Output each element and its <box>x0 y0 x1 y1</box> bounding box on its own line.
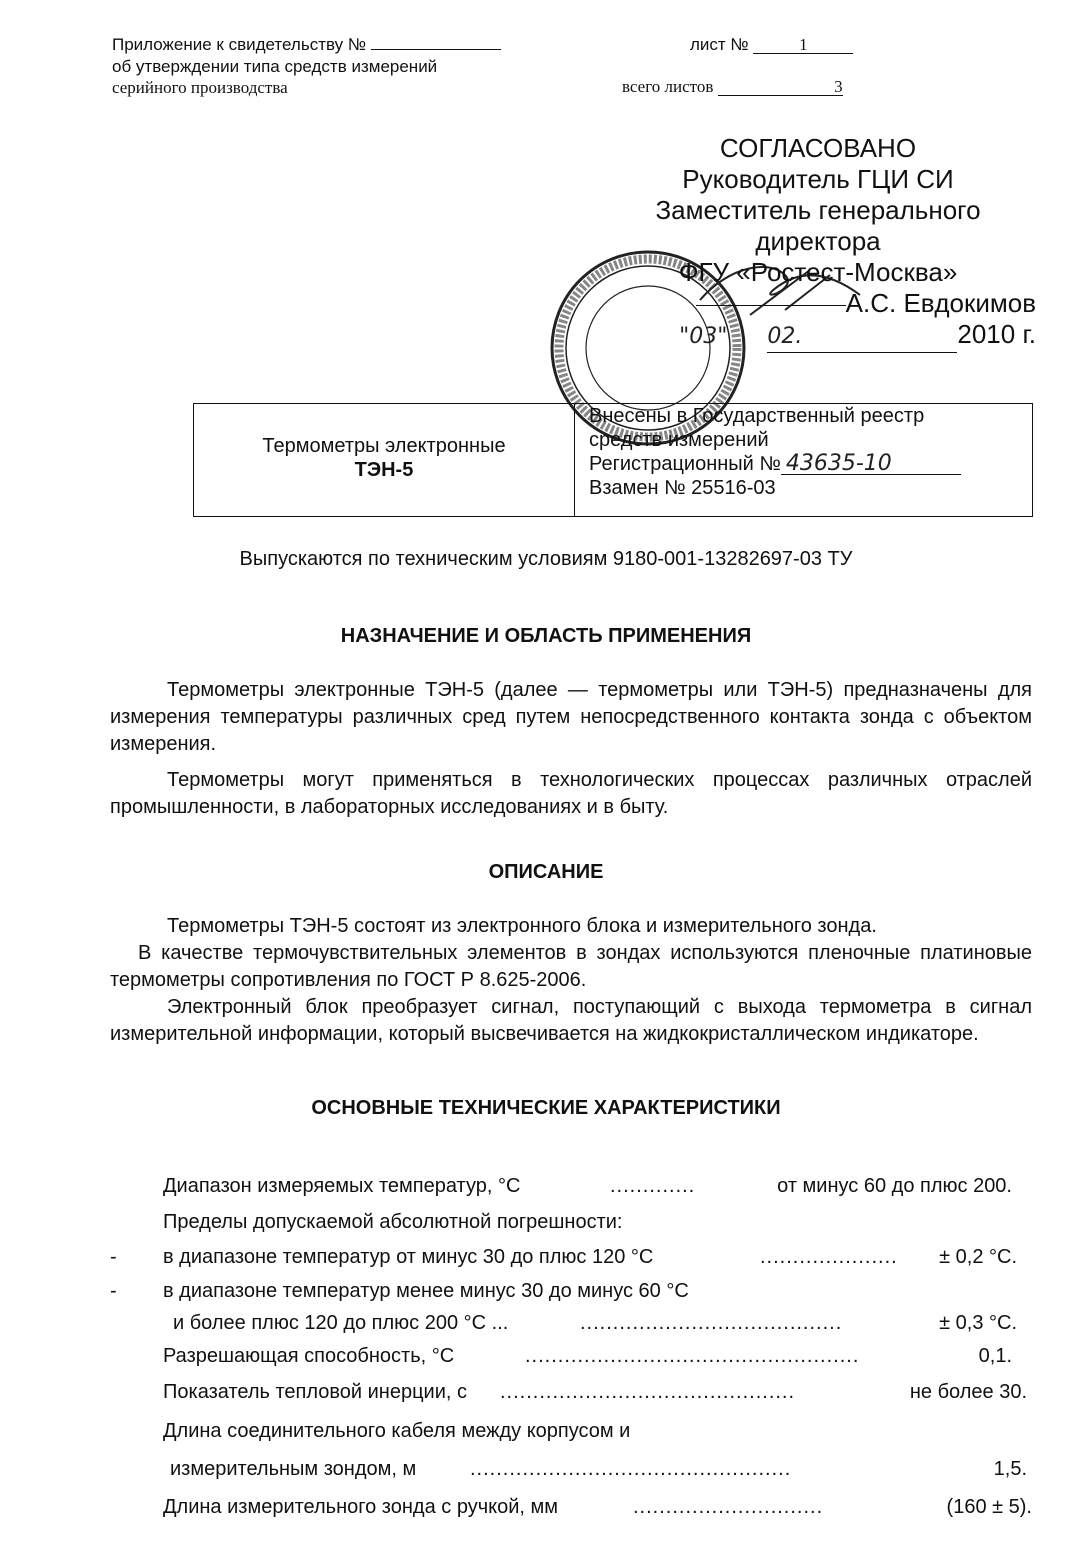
leader-dots: ..................... <box>760 1246 898 1268</box>
signer-name: А.С. Евдокимов <box>845 288 1036 318</box>
description-paragraph-2: В качестве термочувствительных элементов в зондах используются пленочные платиновые термометры сопротивления по ГОСТ Р 8.625-2006. <box>110 942 1032 991</box>
leader-dots: ................................................... <box>525 1345 860 1367</box>
registration-number <box>589 452 961 476</box>
registry-line2: средств измерений <box>589 429 769 451</box>
spec-error2-label: в диапазоне температур менее минус 30 до минус 60 °С <box>163 1280 689 1302</box>
section-title-purpose: НАЗНАЧЕНИЕ И ОБЛАСТЬ ПРИМЕНЕНИЯ <box>340 625 752 647</box>
spec-range-value: от минус 60 до плюс 200. <box>777 1175 1012 1197</box>
registration-box <box>193 403 1033 517</box>
spec-resolution-value: 0,1. <box>978 1345 1012 1367</box>
sheet-number <box>690 35 853 55</box>
section-title-description: ОПИСАНИЕ <box>488 861 604 883</box>
total-label: всего листов <box>622 77 714 96</box>
approval-title: СОГЛАСОВАНО <box>719 133 917 163</box>
reg-label: Регистрационный № <box>589 453 781 475</box>
header-line3: серийного производства <box>112 78 288 97</box>
bullet-dash: - <box>110 1280 117 1302</box>
leader-dots: ................................................. <box>470 1458 792 1480</box>
leader-dots: ........................................ <box>580 1312 843 1334</box>
spec-resolution-label: Разрешающая способность, °С <box>163 1345 455 1367</box>
registry-info <box>589 404 961 500</box>
leader-dots: ............................. <box>633 1496 824 1518</box>
approval-block <box>600 133 1036 353</box>
purpose-paragraph-2: Термометры могут применяться в технологических процессах различных отраслей промышленности, в лабораторных исследованиях и в быту. <box>110 769 1032 818</box>
header-line1 <box>112 35 501 55</box>
header-line2: об утверждении типа средств измерений <box>112 57 438 76</box>
registry-line1: Внесены в Государственный реестр <box>589 405 925 427</box>
tech-conditions: Выпускаются по техническим условиям 9180-001-13282697-03 ТУ <box>239 548 853 570</box>
date-month: 02. <box>767 321 957 353</box>
description-paragraph-3: Электронный блок преобразует сигнал, поступающий с выхода термометра в сигнал измерительной информации, который высвечивается на жидкокристаллическом индикаторе. <box>110 996 1032 1045</box>
approval-signer <box>600 288 1036 319</box>
spec-cable-value: 1,5. <box>993 1458 1027 1480</box>
spec-inertia-value: не более 30. <box>909 1381 1027 1403</box>
approval-line: Заместитель генерального <box>655 195 981 225</box>
approval-date <box>600 319 1036 353</box>
spec-error2-label-cont: и более плюс 120 до плюс 200 °С ... <box>173 1312 509 1334</box>
spec-cable-label-cont: измерительным зондом, м <box>170 1458 417 1480</box>
spec-inertia-label: Показатель тепловой инерции, с <box>163 1381 468 1403</box>
approval-line: директора <box>755 226 881 256</box>
approval-line: Руководитель ГЦИ СИ <box>682 164 954 194</box>
spec-probe-label: Длина измерительного зонда с ручкой, мм <box>163 1496 559 1518</box>
total-no: 3 <box>718 78 843 96</box>
total-sheets <box>622 77 843 97</box>
spec-error2-value: ± 0,3 °С. <box>939 1312 1017 1334</box>
approval-org: ФГУ «Ростест-Москва» <box>678 257 958 287</box>
spec-range-label: Диапазон измеряемых температур, °С <box>163 1175 521 1197</box>
sheet-no: 1 <box>753 36 853 54</box>
leader-dots: ............. <box>610 1175 696 1197</box>
date-day: "03" <box>679 324 728 349</box>
spec-error1-label: в диапазоне температур от минус 30 до плюс 120 °С <box>163 1246 654 1268</box>
spec-cable-label: Длина соединительного кабеля между корпусом и <box>163 1420 631 1442</box>
sheet-label: лист № <box>690 35 749 54</box>
spec-probe-value: (160 ± 5). <box>946 1496 1032 1518</box>
reg-no: 43635-10 <box>781 454 961 475</box>
spec-error1-value: ± 0,2 °С. <box>939 1246 1017 1268</box>
signature-line <box>696 305 846 306</box>
date-year: 2010 г. <box>957 319 1036 349</box>
instrument-model: ТЭН-5 <box>354 459 414 481</box>
header-line1-text: Приложение к свидетельству № <box>112 35 367 54</box>
replaces-number: Взамен № 25516-03 <box>589 477 776 499</box>
bullet-dash: - <box>110 1246 117 1268</box>
spec-error-label: Пределы допускаемой абсолютной погрешности: <box>163 1211 623 1233</box>
instrument-name <box>194 404 575 516</box>
certificate-number-blank <box>371 49 501 50</box>
leader-dots: ............................................. <box>500 1381 796 1403</box>
section-title-specs: ОСНОВНЫЕ ТЕХНИЧЕСКИЕ ХАРАКТЕРИСТИКИ <box>311 1097 781 1119</box>
description-paragraph-1: Термометры ТЭН-5 состоят из электронного блока и измерительного зонда. <box>167 915 877 937</box>
purpose-paragraph-1: Термометры электронные ТЭН-5 (далее — термометры или ТЭН-5) предназначены для измерения температуры различных сред путем непосредственного контакта зонда с объектом измерения. <box>110 679 1032 755</box>
instrument-name-line1: Термометры электронные <box>262 435 506 457</box>
